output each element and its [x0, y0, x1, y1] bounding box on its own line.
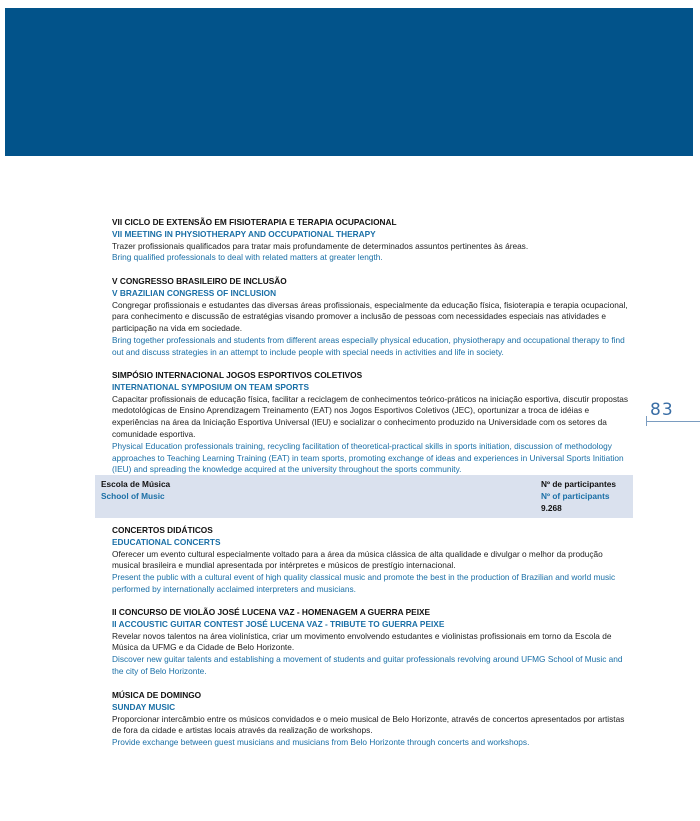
- section-title-pt: MÚSICA DE DOMINGO: [112, 690, 202, 700]
- unit-name-en: School of Music: [101, 490, 165, 501]
- page-number: 83: [650, 400, 674, 420]
- section-desc-pt: Revelar novos talentos na área violinística, criar um movimento envolvendo estudantes e violinistas profissionais em torno da Escola de Música da UFMG e da Cidade de Belo Horizonte.: [112, 630, 612, 653]
- header-band: [5, 8, 693, 156]
- section-title-pt: V CONGRESSO BRASILEIRO DE INCLUSÃO: [112, 276, 287, 286]
- section-title-pt: VII CICLO DE EXTENSÃO EM FISIOTERAPIA E TERAPIA OCUPACIONAL: [112, 217, 397, 227]
- section-desc-pt: Trazer profissionais qualificados para tratar mais profundamente de determinados assuntos pertinentes às áreas.: [112, 240, 529, 251]
- section-title-en: EDUCATIONAL CONCERTS: [112, 536, 221, 547]
- section-title-en: V BRAZILIAN CONGRESS OF INCLUSION: [112, 287, 277, 298]
- section-sunday-music: [112, 690, 632, 749]
- section-title-en: VII MEETING IN PHYSIOTHERAPY AND OCCUPATIONAL THERAPY: [112, 228, 376, 239]
- participants-label-en: Nº of participants: [541, 490, 610, 501]
- section-educational-concerts: [112, 525, 632, 596]
- unit-name: [101, 479, 170, 503]
- section-guitar-contest: [112, 607, 632, 678]
- section-desc-en: Provide exchange between guest musicians and musicians from Belo Horizonte through concerts and workshops.: [112, 737, 530, 748]
- section-title-en: INTERNATIONAL SYMPOSIUM ON TEAM SPORTS: [112, 381, 309, 392]
- section-desc-pt: Congregar profissionais e estudantes das diversas áreas profissionais, especialmente da educação física, fisioterapia e terapia ocupacional, para conhecimento e discussão de estratégias visando promover a inclusão de pessoas com necessidades especiais nas atividades e participação na vida em sociedade.: [112, 299, 628, 334]
- page-number-tick: [646, 416, 647, 426]
- section-physiotherapy: [112, 217, 632, 264]
- participants-label-pt: Nº de participantes: [541, 479, 616, 489]
- section-title-pt: CONCERTOS DIDÁTICOS: [112, 525, 213, 535]
- section-desc-en: Bring together professionals and students from different areas especially physical education, physiotherapy and occupational therapy to find out and discuss strategies in an attempt to include people with special needs in activities and life in society.: [112, 334, 625, 357]
- section-desc-en: Physical Education professionals training, recycling facilitation of theoretical-practical skills in sports initiation, discussion of methodology approaches to Teaching Learning Training (EAT) in team sports, promoting exchange of ideas and experiences in Universal Sports Initiation (IEU) and spreading the knowledge acquired at the university throughout the sports community.: [112, 440, 624, 475]
- unit-band: [95, 475, 633, 518]
- section-team-sports: [112, 370, 632, 476]
- section-title-pt: SIMPÓSIO INTERNACIONAL JOGOS ESPORTIVOS COLETIVOS: [112, 370, 363, 380]
- section-desc-pt: Capacitar profissionais de educação física, facilitar a reciclagem de conhecimentos teórico-práticos na iniciação esportiva, discutir propostas medotológicas de Ensino Aprendizagem Treinamento (EAT) nos Jogos Esportivos Coletivos (JEC), oportunizar a troca de idéias e experiências na área da Iniciação Esportiva Universal (IEU) e socializar o conhecimento produzido na Universidade com os setores da comunidade esportiva.: [112, 393, 629, 439]
- section-inclusion-congress: [112, 276, 632, 359]
- unit-name-pt: Escola de Música: [101, 479, 171, 489]
- unit-participants: [541, 479, 616, 514]
- section-title-en: SUNDAY MUSIC: [112, 701, 176, 712]
- section-desc-en: Present the public with a cultural event of high quality classical music and promote the best in the production of Brazilian and world music performed by internationally acclaimed interpreters and musicians.: [112, 572, 616, 594]
- section-title-en: II ACCOUSTIC GUITAR CONTEST JOSÉ LUCENA VAZ - TRIBUTE TO GUERRA PEIXE: [112, 618, 445, 629]
- participants-value: 9.268: [541, 502, 562, 513]
- section-desc-pt: Proporcionar intercâmbio entre os músicos convidados e o meio musical de Belo Horizonte, através de concertos apresentados por artistas de fora da cidade e artistas locais através da realização de workshops.: [112, 713, 625, 736]
- section-desc-en: Discover new guitar talents and establishing a movement of students and guitar professionals revolving around UFMG School of Music and the city of Belo Horizonte.: [112, 654, 623, 676]
- page-number-rule: [646, 421, 700, 422]
- section-title-pt: II CONCURSO DE VIOLÃO JOSÉ LUCENA VAZ - HOMENAGEM A GUERRA PEIXE: [112, 607, 431, 617]
- section-desc-pt: Oferecer um evento cultural especialmente voltado para a área da música clássica de alta qualidade e divulgar o melhor da produção musical brasileira e mundial apresentada por intérpretes e músicos de prestígio internacional.: [112, 548, 603, 571]
- section-desc-en: Bring qualified professionals to deal with related matters at greater length.: [112, 252, 383, 263]
